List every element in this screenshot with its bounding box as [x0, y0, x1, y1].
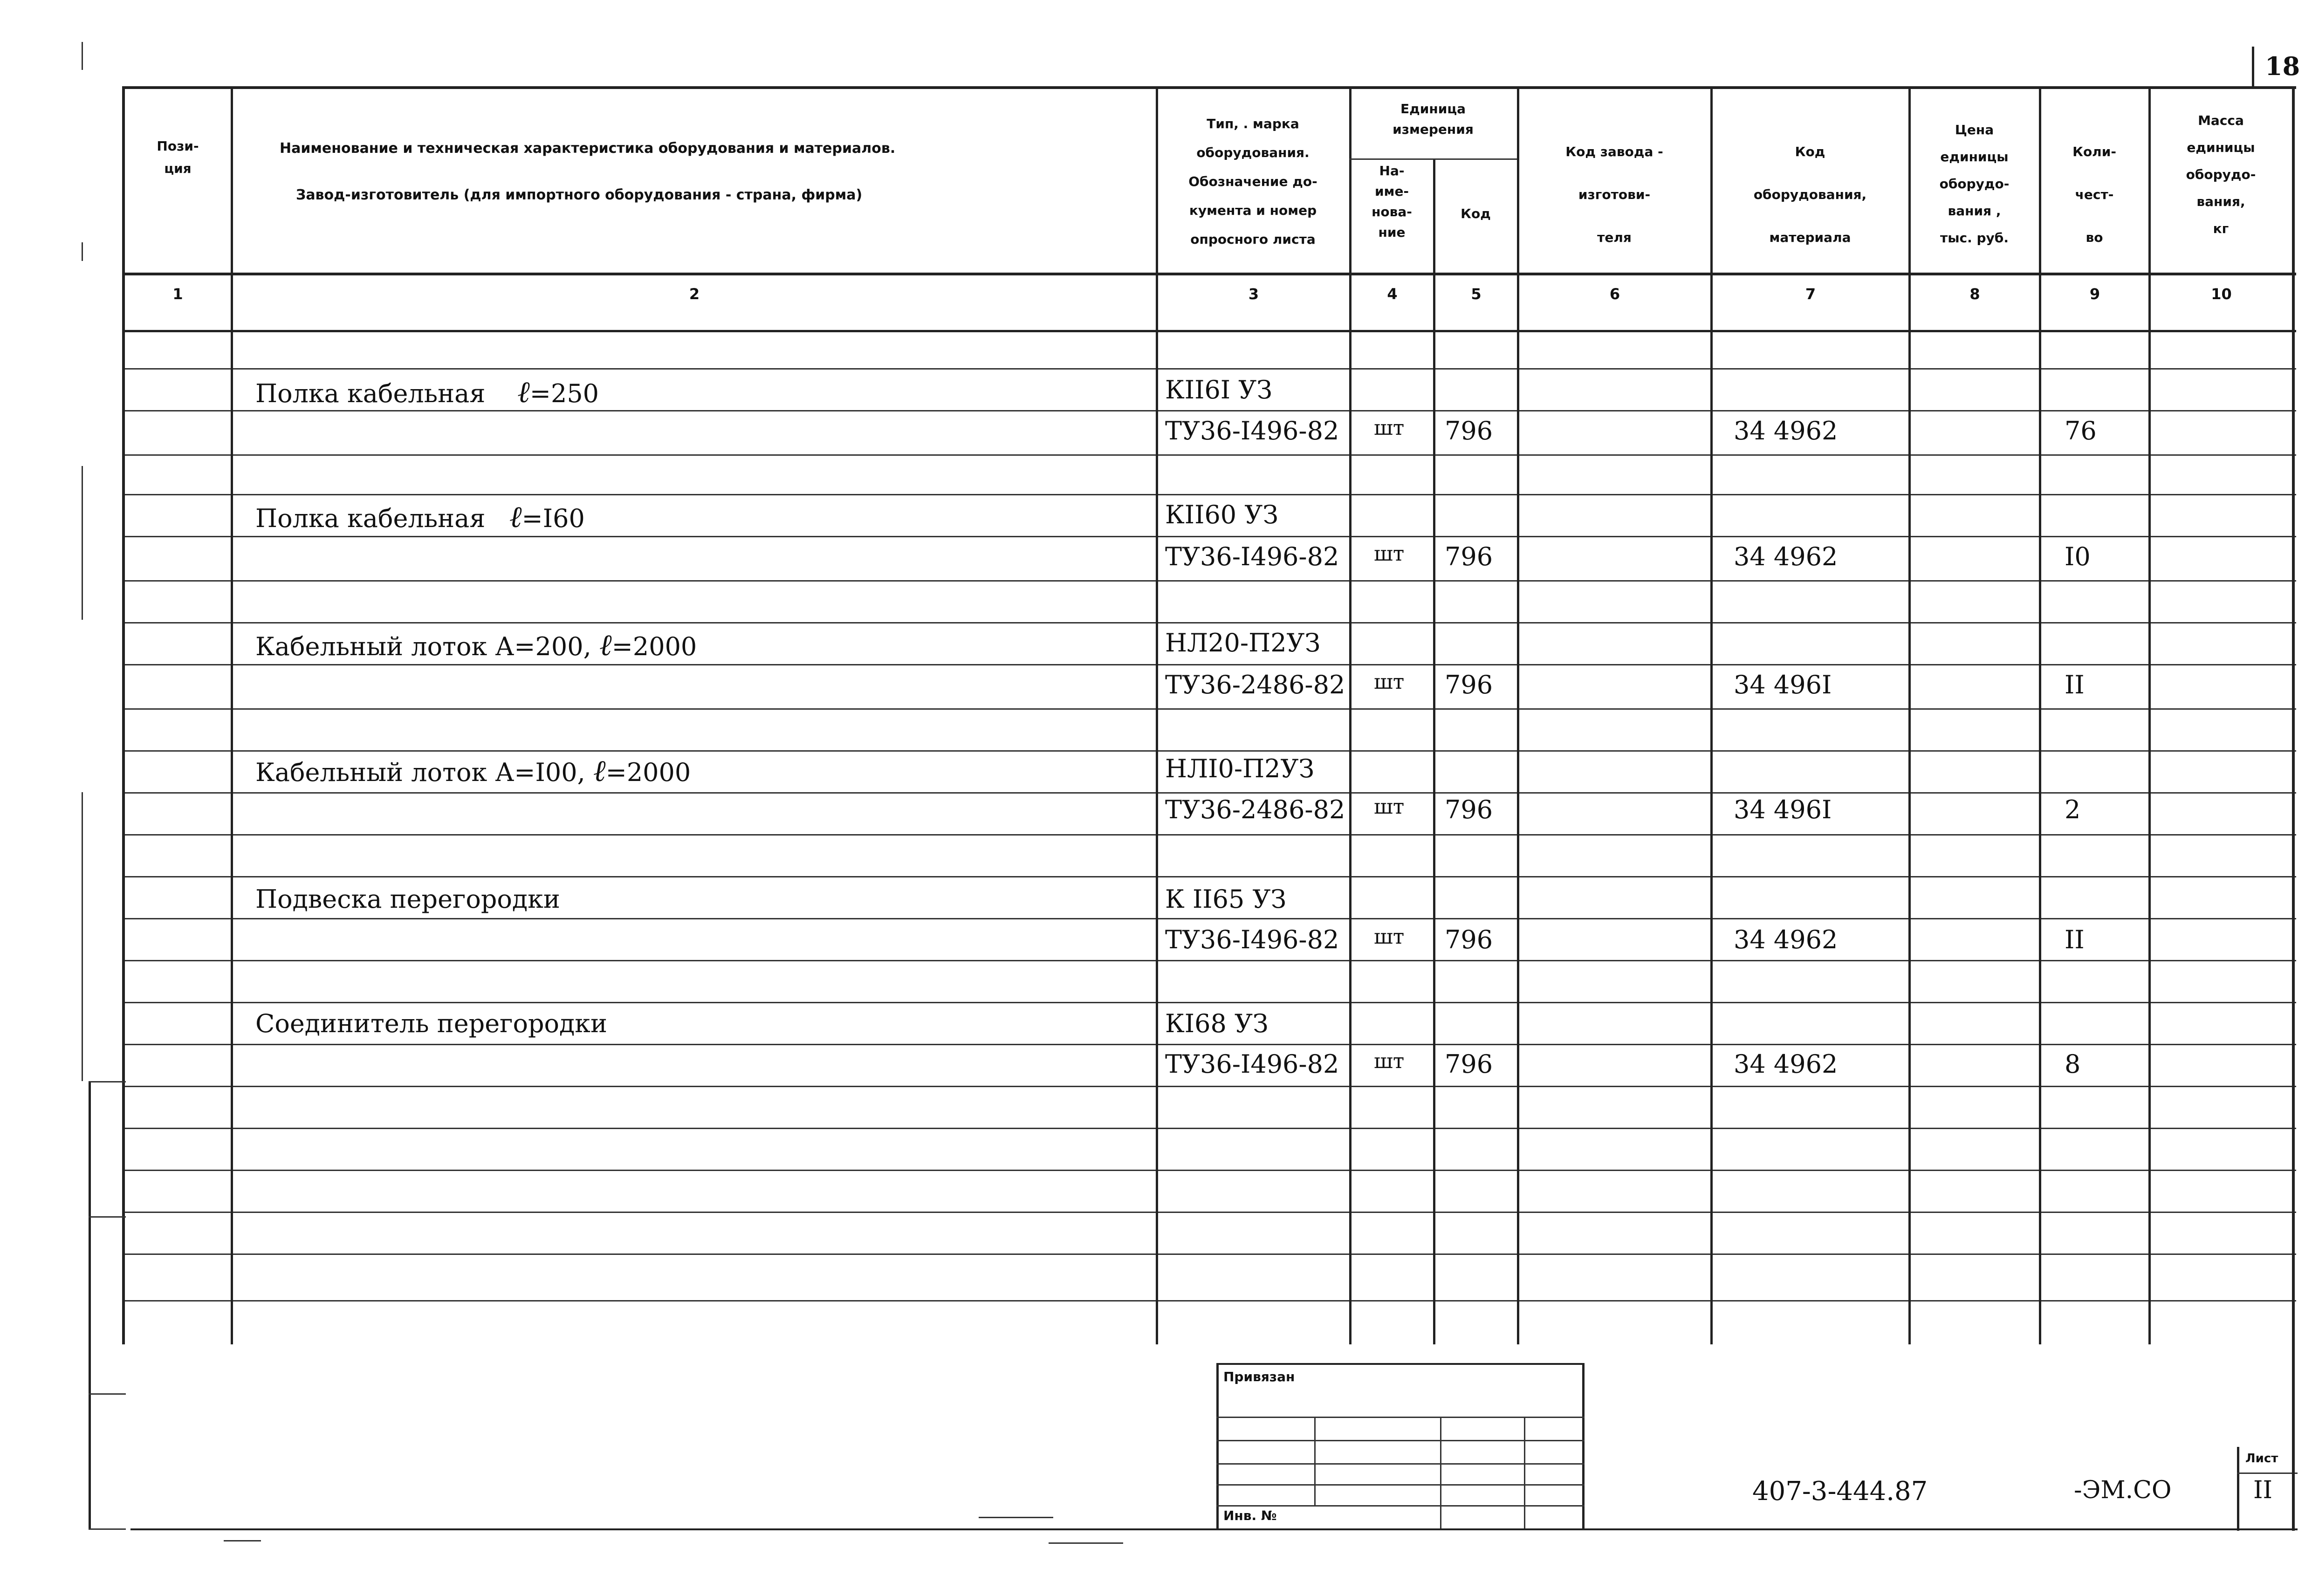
item-material-code: 34 496I	[1734, 795, 1832, 824]
colnum-3: 3	[1248, 285, 1259, 303]
sheet-label: Лист	[2245, 1452, 2278, 1466]
col-border-3-4	[1349, 86, 1352, 1344]
item-qty: II	[2065, 925, 2085, 954]
colnum-7: 7	[1805, 285, 1816, 303]
item-type: КII6I УЗ	[1165, 375, 1272, 404]
item-name: Соединитель перегородки	[255, 1009, 608, 1038]
item-unit-code: 796	[1445, 1049, 1493, 1079]
header-name-line2: Завод-изготовитель (для импортного оборудования - страна, фирма)	[296, 187, 863, 203]
item-name: Полка кабельная ℓ=250	[255, 375, 599, 410]
header-quantity: Коли- чест- во	[2072, 144, 2116, 245]
item-doc: ТУ36-2486-82	[1165, 795, 1345, 824]
col-border-5-6	[1517, 86, 1519, 1344]
col-border-4-5	[1433, 158, 1435, 1344]
item-name: Полка кабельная ℓ=I60	[255, 500, 585, 534]
item-type: НЛI0-П2УЗ	[1165, 754, 1315, 783]
colnum-10: 10	[2211, 285, 2232, 303]
col-border-1-2	[231, 86, 233, 1344]
col-border-2-3	[1156, 86, 1158, 1344]
colnum-bottom-border	[122, 330, 2296, 332]
document-code: 407-3-444.87	[1752, 1476, 1928, 1507]
item-type: К II65 УЗ	[1165, 884, 1287, 914]
header-name-line1: Наименование и техническая характеристика оборудования и материалов.	[280, 140, 896, 157]
corner-tick	[2252, 47, 2254, 89]
item-unit: шт	[1374, 925, 1405, 949]
col-border-7-8	[1908, 86, 1911, 1344]
item-name: Подвеска перегородки	[255, 884, 560, 914]
item-material-code: 34 496I	[1734, 670, 1832, 699]
header-unit-name: На- име- нова- ние	[1372, 163, 1412, 240]
header-mass: Масса единицы оборудо- вания, кг	[2186, 113, 2256, 236]
colnum-1: 1	[172, 285, 183, 303]
inventory-number-label: Инв. №	[1223, 1508, 1277, 1523]
item-unit-code: 796	[1445, 925, 1493, 954]
item-unit: шт	[1374, 1049, 1405, 1073]
item-unit-code: 796	[1445, 416, 1493, 445]
item-name: Кабельный лоток А=I00, ℓ=2000	[255, 754, 691, 788]
colnum-2: 2	[689, 285, 700, 303]
colnum-8: 8	[1969, 285, 1980, 303]
item-unit-code: 796	[1445, 542, 1493, 571]
item-doc: ТУ36-I496-82	[1165, 416, 1339, 445]
sheet-number: II	[2253, 1476, 2273, 1504]
header-position: Пози- ция	[157, 138, 199, 176]
colnum-4: 4	[1387, 285, 1398, 303]
item-material-code: 34 4962	[1734, 416, 1838, 445]
header-unit-group: Единица измерения	[1393, 101, 1474, 137]
item-doc: ТУ36-I496-82	[1165, 1049, 1339, 1079]
item-unit: шт	[1374, 795, 1405, 819]
item-material-code: 34 4962	[1734, 925, 1838, 954]
item-qty: 2	[2065, 795, 2081, 824]
title-block-top	[1216, 1363, 1585, 1365]
col-border-left	[122, 86, 125, 1344]
table-top-border	[122, 86, 2296, 89]
col-border-8-9	[2039, 86, 2041, 1344]
header-factory-code: Код завода - изготови- теля	[1565, 144, 1663, 245]
sheet-corner-number: 18	[2265, 51, 2300, 81]
item-name: Кабельный лоток А=200, ℓ=2000	[255, 628, 697, 663]
item-doc: ТУ36-I496-82	[1165, 925, 1339, 954]
header-material-code: Код оборудования, материала	[1753, 144, 1867, 245]
header-bottom-border	[122, 273, 2296, 275]
title-block-bottom	[130, 1528, 2298, 1530]
item-unit-code: 796	[1445, 795, 1493, 824]
privyazan-label: Привязан	[1223, 1369, 1295, 1384]
item-material-code: 34 4962	[1734, 542, 1838, 571]
item-qty: 8	[2065, 1049, 2081, 1079]
item-unit-code: 796	[1445, 670, 1493, 699]
item-type: КI68 УЗ	[1165, 1009, 1269, 1038]
colnum-9: 9	[2089, 285, 2100, 303]
unit-group-divider	[1349, 158, 1517, 160]
document-suffix: -ЭМ.СО	[2074, 1476, 2172, 1504]
colnum-5: 5	[1471, 285, 1482, 303]
header-type: Тип, . марка оборудования. Обозначение до- кумента и номер опросного листа	[1188, 116, 1317, 247]
item-doc: ТУ36-I496-82	[1165, 542, 1339, 571]
col-border-6-7	[1710, 86, 1713, 1344]
item-qty: II	[2065, 670, 2085, 699]
item-unit: шт	[1374, 542, 1405, 566]
header-price: Цена единицы оборудо- вания , тыс. руб.	[1939, 122, 2010, 246]
item-type: КII60 УЗ	[1165, 500, 1278, 529]
item-unit: шт	[1374, 670, 1405, 694]
colnum-6: 6	[1609, 285, 1620, 303]
item-type: НЛ20-П2УЗ	[1165, 628, 1321, 658]
item-qty: 76	[2065, 416, 2097, 445]
item-material-code: 34 4962	[1734, 1049, 1838, 1079]
item-unit: шт	[1374, 416, 1405, 440]
item-doc: ТУ36-2486-82	[1165, 670, 1345, 699]
header-unit-code: Код	[1461, 206, 1491, 221]
col-border-right	[2292, 86, 2295, 1344]
item-qty: I0	[2065, 542, 2091, 571]
col-border-9-10	[2148, 86, 2151, 1344]
